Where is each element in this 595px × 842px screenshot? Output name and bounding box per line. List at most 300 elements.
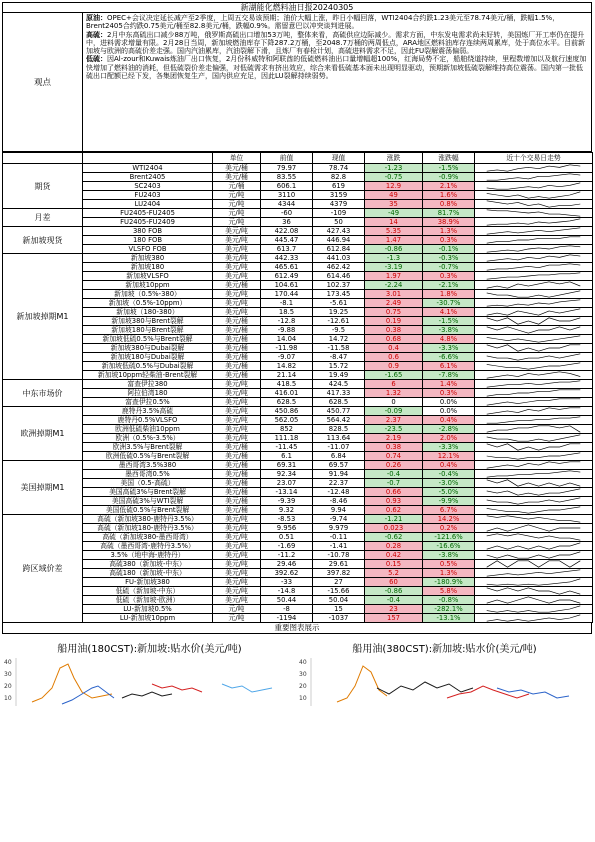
row-curr: 417.33 (313, 389, 365, 398)
trend-line (487, 390, 581, 396)
row-change: 12.9 (365, 182, 423, 191)
trend-sparkline (475, 218, 592, 226)
trend-sparkline (475, 452, 592, 460)
trend-sparkline (475, 371, 592, 379)
series-line (447, 686, 529, 698)
series-line (222, 684, 272, 692)
view-body (83, 13, 591, 151)
row-change: 157 (365, 614, 423, 623)
row-change: 5.2 (365, 569, 423, 578)
trend-line (487, 435, 581, 441)
table-row (3, 587, 593, 596)
row-curr: 397.82 (313, 569, 365, 578)
row-prev: -13.14 (261, 488, 313, 497)
row-curr: -11.58 (313, 344, 365, 353)
row-prev: 392.62 (261, 569, 313, 578)
row-name: 高硫380（新加坡-中东） (83, 560, 213, 569)
row-prev: 562.05 (261, 416, 313, 425)
row-prev: 465.61 (261, 263, 313, 272)
row-trend (475, 398, 593, 407)
row-curr: 4379 (313, 200, 365, 209)
trend-line (487, 354, 581, 360)
row-unit: 美元/吨 (213, 425, 261, 434)
row-change: 2.49 (365, 299, 423, 308)
row-name: 美国高硫3%与WTI裂解 (83, 497, 213, 506)
chart-title: 船用油(380CST):新加坡:贴水价(美元/吨) (352, 644, 537, 655)
trend-line (487, 300, 581, 306)
row-unit: 美元/吨 (213, 227, 261, 236)
row-change-pct: 1.4% (423, 380, 475, 389)
row-trend (475, 299, 593, 308)
row-trend (475, 488, 593, 497)
row-group-label: 欧洲掉期M1 (3, 407, 83, 461)
trend-sparkline (475, 434, 592, 442)
view-label: 观点 (3, 13, 83, 151)
row-name: 鹿特丹0.5%VLSFO (83, 416, 213, 425)
row-change-pct: -9.9% (423, 497, 475, 506)
trend-sparkline (475, 443, 592, 451)
row-change-pct: 0.0% (423, 398, 475, 407)
row-name: 新加坡10ppm (83, 281, 213, 290)
row-unit: 元/吨 (213, 218, 261, 227)
table-row (3, 173, 593, 182)
table-row (3, 452, 593, 461)
row-name: 欧洲（0.5%-3.5%） (83, 434, 213, 443)
row-trend (475, 596, 593, 605)
row-trend (475, 587, 593, 596)
row-unit: 美元/吨 (213, 416, 261, 425)
row-change-pct: 0.3% (423, 389, 475, 398)
trend-sparkline (475, 263, 592, 271)
row-trend (475, 569, 593, 578)
row-change-pct: 0.3% (423, 236, 475, 245)
table-row (3, 416, 593, 425)
row-name: 高硫（新加坡380-墨西哥湾） (83, 533, 213, 542)
table-row (3, 515, 593, 524)
row-curr: 441.03 (313, 254, 365, 263)
row-change-pct: -6.6% (423, 353, 475, 362)
row-name: 富查伊拉0.5% (83, 398, 213, 407)
row-name: LU2404 (83, 200, 213, 209)
trend-sparkline (475, 407, 592, 415)
series-line (497, 688, 569, 698)
trend-sparkline (475, 344, 592, 352)
row-curr: -9.5 (313, 326, 365, 335)
row-curr: 102.37 (313, 281, 365, 290)
row-trend (475, 272, 593, 281)
row-change: 49 (365, 191, 423, 200)
row-change: 6 (365, 380, 423, 389)
row-change-pct: 14.2% (423, 515, 475, 524)
row-change: 35 (365, 200, 423, 209)
row-name: LU-新加坡0.5% (83, 605, 213, 614)
row-prev: -1.69 (261, 542, 313, 551)
row-curr: -109 (313, 209, 365, 218)
trend-line (487, 192, 581, 198)
y-tick: 40 (4, 659, 12, 666)
header-unit: 单位 (213, 153, 261, 164)
row-unit: 美元/桶 (213, 497, 261, 506)
row-unit: 元/吨 (213, 209, 261, 218)
row-unit: 美元/桶 (213, 443, 261, 452)
row-prev: 23.07 (261, 479, 313, 488)
row-unit: 美元/桶 (213, 479, 261, 488)
row-change-pct: -3.0% (423, 479, 475, 488)
row-prev: -9.88 (261, 326, 313, 335)
row-prev: -60 (261, 209, 313, 218)
row-prev: 9.32 (261, 506, 313, 515)
trend-line (487, 345, 581, 351)
trend-sparkline (475, 416, 592, 424)
low-sulfur-label: 低硫： (86, 55, 107, 64)
trend-sparkline (475, 497, 592, 505)
row-name: 阿拉伯湾180 (83, 389, 213, 398)
row-curr: 612.84 (313, 245, 365, 254)
row-prev: 3110 (261, 191, 313, 200)
trend-line (487, 165, 581, 171)
trend-sparkline (475, 290, 592, 298)
row-unit: 美元/吨 (213, 299, 261, 308)
row-change-pct: 81.7% (423, 209, 475, 218)
row-change: 2.19 (365, 434, 423, 443)
table-row (3, 389, 593, 398)
table-row (3, 425, 593, 434)
row-name: 新加坡180与Brent裂解 (83, 326, 213, 335)
row-change: -0.4 (365, 470, 423, 479)
row-prev: -12.8 (261, 317, 313, 326)
table-row (3, 281, 593, 290)
row-name: 新加坡（0.5%-380） (83, 290, 213, 299)
row-name: 高硫（新加坡380-鹿特丹3.5%） (83, 515, 213, 524)
row-trend (475, 542, 593, 551)
row-unit: 美元/桶 (213, 362, 261, 371)
row-curr: 173.45 (313, 290, 365, 299)
row-curr: 14.72 (313, 335, 365, 344)
row-change: 0.28 (365, 542, 423, 551)
row-prev: 18.5 (261, 308, 313, 317)
trend-line (487, 264, 581, 270)
row-unit: 美元/吨 (213, 434, 261, 443)
row-name: 380 FOB (83, 227, 213, 236)
table-row (3, 191, 593, 200)
table-row (3, 299, 593, 308)
row-name: 欧洲低硫柴油10ppm (83, 425, 213, 434)
row-trend (475, 245, 593, 254)
row-prev: 852 (261, 425, 313, 434)
row-change-pct: -2.1% (423, 281, 475, 290)
y-tick: 10 (299, 695, 307, 702)
row-name: 美国高硫3%与Brent裂解 (83, 488, 213, 497)
table-row (3, 497, 593, 506)
row-trend (475, 218, 593, 227)
row-change-pct: 12.1% (423, 452, 475, 461)
row-change-pct: 6.1% (423, 362, 475, 371)
row-group-label: 新加坡现货 (3, 227, 83, 254)
trend-line (487, 588, 581, 594)
row-prev: 612.49 (261, 272, 313, 281)
row-curr: 91.94 (313, 470, 365, 479)
row-unit: 美元/吨 (213, 515, 261, 524)
table-row (3, 272, 593, 281)
row-curr: 19.49 (313, 371, 365, 380)
row-trend (475, 182, 593, 191)
row-prev: 442.33 (261, 254, 313, 263)
row-unit: 美元/桶 (213, 506, 261, 515)
report-page (2, 2, 592, 840)
row-unit: 美元/桶 (213, 488, 261, 497)
trend-sparkline (475, 353, 592, 361)
row-change-pct: 5.8% (423, 587, 475, 596)
trend-line (487, 408, 581, 414)
row-prev: -8 (261, 605, 313, 614)
trend-line (487, 255, 581, 261)
row-trend (475, 479, 593, 488)
row-name: 新加坡（180-380） (83, 308, 213, 317)
row-prev: 418.5 (261, 380, 313, 389)
row-change: 0.66 (365, 488, 423, 497)
row-change-pct: -0.3% (423, 254, 475, 263)
row-change: 0.38 (365, 443, 423, 452)
row-prev: -9.39 (261, 497, 313, 506)
trend-line (487, 219, 581, 225)
trend-sparkline (475, 200, 592, 208)
row-change: 23 (365, 605, 423, 614)
row-change: 0.9 (365, 362, 423, 371)
table-row (3, 533, 593, 542)
row-change-pct: 2.0% (423, 434, 475, 443)
row-trend (475, 326, 593, 335)
row-name: 新加坡（0.5%-10ppm） (83, 299, 213, 308)
row-name: 欧洲3.5%与Brent裂解 (83, 443, 213, 452)
trend-sparkline (475, 389, 592, 397)
trend-sparkline (475, 506, 592, 514)
row-unit: 元/桶 (213, 182, 261, 191)
row-change: 0.75 (365, 308, 423, 317)
row-curr: -5.61 (313, 299, 365, 308)
row-trend (475, 524, 593, 533)
table-row (3, 227, 593, 236)
high-sulfur-label: 高硫： (86, 30, 107, 39)
trend-line (487, 471, 581, 477)
row-prev: 36 (261, 218, 313, 227)
row-change-pct: 0.4% (423, 461, 475, 470)
y-tick: 30 (4, 671, 12, 678)
row-curr: 619 (313, 182, 365, 191)
row-unit: 美元/桶 (213, 371, 261, 380)
header-category (3, 153, 83, 164)
row-unit: 美元/桶 (213, 344, 261, 353)
table-row (3, 407, 593, 416)
row-prev: 92.34 (261, 470, 313, 479)
row-curr: 27 (313, 578, 365, 587)
trend-sparkline (475, 281, 592, 289)
row-curr: 22.37 (313, 479, 365, 488)
row-group-label: 中东市场价 (3, 380, 83, 407)
row-trend (475, 290, 593, 299)
row-curr: -8.47 (313, 353, 365, 362)
row-change: -0.4 (365, 596, 423, 605)
trend-line (487, 444, 581, 450)
table-row (3, 245, 593, 254)
row-unit: 美元/吨 (213, 596, 261, 605)
row-trend (475, 254, 593, 263)
row-trend (475, 380, 593, 389)
trend-line (487, 516, 581, 522)
trend-sparkline (475, 308, 592, 316)
charts-area (2, 634, 592, 706)
row-change-pct: -3.8% (423, 326, 475, 335)
series-line (32, 664, 112, 702)
trend-line (487, 453, 581, 459)
row-change: 1.32 (365, 389, 423, 398)
row-change: 1.97 (365, 272, 423, 281)
chart-title: 船用油(180CST):新加坡:贴水价(美元/吨) (57, 644, 242, 655)
row-group-label: 跨区域价差 (3, 515, 83, 623)
row-trend (475, 344, 593, 353)
header-change-pct: 涨跌幅 (423, 153, 475, 164)
row-change: -0.09 (365, 407, 423, 416)
low-sulfur-text: 因Al-zour和Kuwais炼油厂出口恢复，2月份科威特和阿联酋的低硫燃料油出口量增幅超100%，红海局势不定，船舶绕道持续，里程数增加以及航行速度加快增加了燃料油的消耗，但低硫裂价差走偏强，对低硫需求有挤出效应，综合来看低硫基本面未出现明显驱动，预期新加坡低硫裂解维持高位震荡。国内第一批低硫出口配额已经下发，各集团恢复生产，国内供应充足，因此LU裂解持续弱势。 (86, 55, 587, 81)
table-row (3, 209, 593, 218)
table-row (3, 182, 593, 191)
row-prev: 83.55 (261, 173, 313, 182)
row-unit: 美元/吨 (213, 236, 261, 245)
trend-line (487, 237, 581, 243)
row-change-pct: -3.8% (423, 551, 475, 560)
trend-sparkline (475, 335, 592, 343)
trend-sparkline (475, 515, 592, 523)
trend-line (487, 399, 581, 405)
row-name: 高硫（新加坡180-鹿特丹3.5%） (83, 524, 213, 533)
trend-sparkline (475, 479, 592, 487)
row-change-pct: -121.6% (423, 533, 475, 542)
row-name: 新加坡380 (83, 254, 213, 263)
trend-line (487, 372, 581, 378)
trend-line (487, 552, 581, 558)
trend-line (487, 201, 581, 207)
row-trend (475, 317, 593, 326)
row-trend (475, 335, 593, 344)
row-prev: 6.1 (261, 452, 313, 461)
trend-sparkline (475, 173, 592, 181)
row-name: LU-新加坡10ppm (83, 614, 213, 623)
row-prev: 170.44 (261, 290, 313, 299)
row-trend (475, 164, 593, 173)
row-prev: -8.53 (261, 515, 313, 524)
row-trend (475, 443, 593, 452)
trend-sparkline (475, 542, 592, 550)
trend-sparkline (475, 488, 592, 496)
row-change: -1.65 (365, 371, 423, 380)
table-row (3, 308, 593, 317)
row-unit: 美元/桶 (213, 173, 261, 182)
row-trend (475, 515, 593, 524)
row-unit: 美元/吨 (213, 290, 261, 299)
row-name: Brent2405 (83, 173, 213, 182)
row-unit: 美元/吨 (213, 254, 261, 263)
y-tick: 40 (299, 659, 307, 666)
series-line (122, 692, 172, 698)
row-change: -3.19 (365, 263, 423, 272)
row-change-pct: -2.8% (423, 425, 475, 434)
row-change-pct: 1.3% (423, 227, 475, 236)
row-change-pct: -180.9% (423, 578, 475, 587)
row-group-label: 期货 (3, 164, 83, 209)
trend-sparkline (475, 254, 592, 262)
row-change: 14 (365, 218, 423, 227)
row-name: 新加坡10ppm轻柴油-Brent裂解 (83, 371, 213, 380)
table-row (3, 479, 593, 488)
row-curr: 50 (313, 218, 365, 227)
row-prev: -8.1 (261, 299, 313, 308)
row-prev: -1194 (261, 614, 313, 623)
row-unit: 美元/桶 (213, 353, 261, 362)
row-change: 0.93 (365, 497, 423, 506)
header-curr: 现值 (313, 153, 365, 164)
high-sulfur-text: 2月中东高硫出口减少88万吨，俄罗斯高硫出口增加53万吨，整体来看，高硫供应边际减少。需求方面，中东发电需求尚未好转，美国炼厂开工率仍在提升中，进料需求增量有限。2月28日当周，新加坡燃油库存下降287.2万桶，至2048.7万桶的两周低点，ARA地区燃料油库存连续两周累库，处于高位水平。目前新加坡与欧洲的高硫价差走强。国内汽油累库，汽油裂解下滑，且炼厂有春检计划，高硫进料需求不足，因此FU裂解震荡偏弱。 (86, 30, 586, 56)
row-trend (475, 227, 593, 236)
row-change: 2.37 (365, 416, 423, 425)
trend-sparkline (475, 524, 592, 532)
row-name: 美国（0.5-高硫） (83, 479, 213, 488)
trend-sparkline (475, 164, 592, 172)
trend-sparkline (475, 560, 592, 568)
row-prev: 14.04 (261, 335, 313, 344)
trend-line (487, 498, 581, 504)
trend-line (487, 183, 581, 189)
row-trend (475, 236, 593, 245)
row-unit: 美元/吨 (213, 272, 261, 281)
trend-sparkline (475, 362, 592, 370)
row-trend (475, 605, 593, 614)
trend-line (487, 318, 581, 324)
trend-sparkline (475, 470, 592, 478)
trend-sparkline (475, 272, 592, 280)
table-row (3, 461, 593, 470)
high-sulfur-paragraph (86, 31, 588, 56)
row-change-pct: -30.7% (423, 299, 475, 308)
row-prev: 29.46 (261, 560, 313, 569)
row-name: 低硫（新加坡-欧洲） (83, 596, 213, 605)
trend-line (487, 291, 581, 297)
row-name: FU-新加坡380 (83, 578, 213, 587)
table-row (3, 488, 593, 497)
header-prev: 前值 (261, 153, 313, 164)
row-change: -49 (365, 209, 423, 218)
row-curr: 78.74 (313, 164, 365, 173)
row-unit: 美元/桶 (213, 470, 261, 479)
row-prev: 422.08 (261, 227, 313, 236)
row-change-pct: 6.7% (423, 506, 475, 515)
row-curr: -12.48 (313, 488, 365, 497)
row-unit: 美元/吨 (213, 524, 261, 533)
row-change-pct: -16.6% (423, 542, 475, 551)
row-change-pct: 0.5% (423, 560, 475, 569)
trend-sparkline (475, 533, 592, 541)
row-unit: 美元/吨 (213, 263, 261, 272)
row-change: 0.38 (365, 326, 423, 335)
table-row (3, 569, 593, 578)
trend-line (487, 534, 581, 540)
row-change-pct: -0.9% (423, 173, 475, 182)
row-name: 新加坡380与Dubai裂解 (83, 344, 213, 353)
chart-180cst (2, 634, 297, 706)
trend-sparkline (475, 326, 592, 334)
table-row (3, 164, 593, 173)
row-change: 0.6 (365, 353, 423, 362)
trend-sparkline (475, 317, 592, 325)
row-trend (475, 560, 593, 569)
